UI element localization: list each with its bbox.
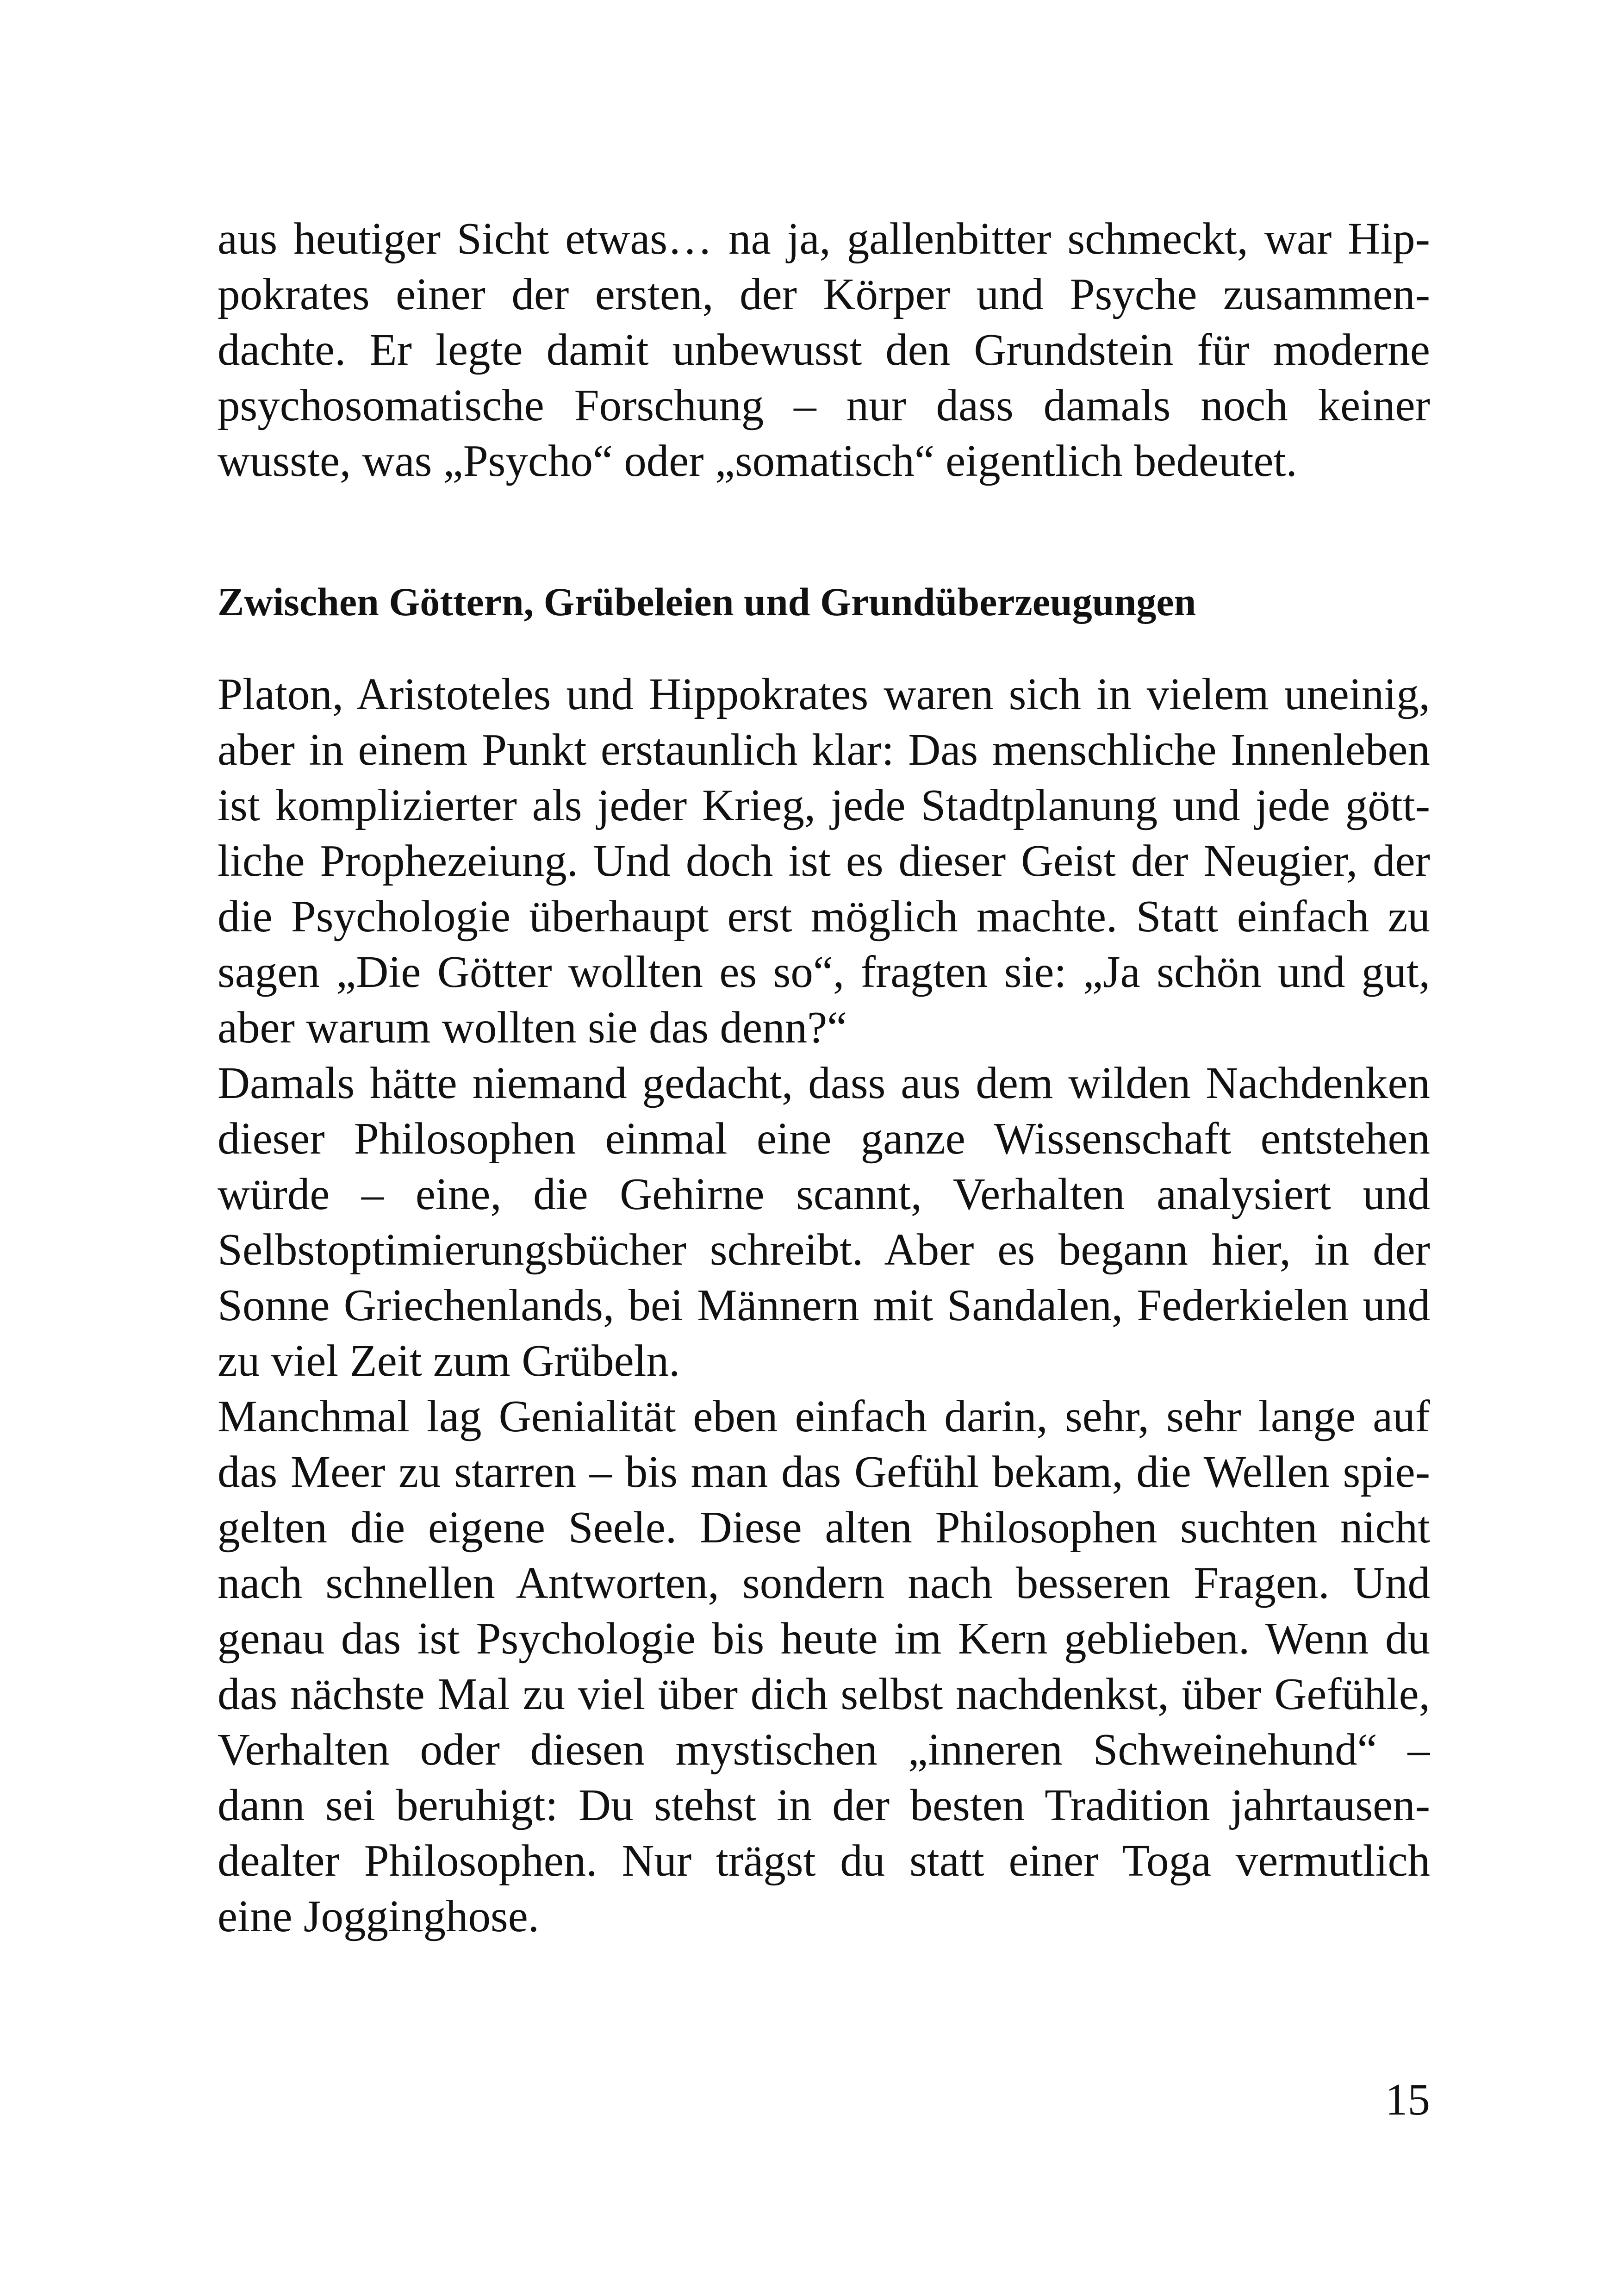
text-line: ist komplizierter als jeder Krieg, jede Stadtplanung und jede gött- (218, 780, 1430, 830)
text-line: zu viel Zeit zum Grübeln. (218, 1336, 680, 1385)
text-line: pokrates einer der ersten, der Körper und Psyche zusammen- (218, 269, 1430, 319)
text-line: Manchmal lag Genialität eben einfach darin, sehr, sehr lange auf (218, 1391, 1430, 1441)
text-line: dealter Philosophen. Nur trägst du statt einer Toga vermutlich (218, 1836, 1430, 1885)
text-line: Sonne Griechenlands, bei Männern mit Sandalen, Federkielen und (218, 1280, 1430, 1330)
text-line: nach schnellen Antworten, sondern nach besseren Fragen. Und (218, 1558, 1430, 1608)
page-number: 15 (1385, 2075, 1430, 2124)
text-line: wusste, was „Psycho“ oder „somatisch“ eigentlich bedeutet. (218, 436, 1297, 486)
text-line: das Meer zu starren – bis man das Gefühl bekam, die Wellen spie- (218, 1447, 1430, 1497)
text-line: würde – eine, die Gehirne scannt, Verhalten analysiert und (218, 1169, 1430, 1219)
text-line: aber in einem Punkt erstaunlich klar: Das menschliche Innenleben (218, 725, 1430, 774)
text-line: aus heutiger Sicht etwas… na ja, gallenbitter schmeckt, war Hip- (218, 214, 1430, 263)
text-line: das nächste Mal zu viel über dich selbst nachdenkst, über Gefühle, (218, 1669, 1430, 1719)
body-paragraphs (218, 667, 1430, 1944)
text-line: liche Prophezeiung. Und doch ist es dieser Geist der Neugier, der (218, 836, 1430, 886)
text-line: Damals hätte niemand gedacht, dass aus dem wilden Nachdenken (218, 1058, 1430, 1108)
text-line: sagen „Die Götter wollten es so“, fragten sie: „Ja schön und gut, (218, 947, 1430, 997)
text-line: dachte. Er legte damit unbewusst den Grundstein für moderne (218, 325, 1430, 374)
text-line: psychosomatische Forschung – nur dass damals noch keiner (218, 381, 1430, 430)
intro-paragraph (218, 211, 1430, 489)
text-line: dann sei beruhigt: Du stehst in der besten Tradition jahrtausen- (218, 1780, 1430, 1830)
text-line: Verhalten oder diesen mystischen „inneren Schweinehund“ – (218, 1725, 1430, 1774)
text-line: dieser Philosophen einmal eine ganze Wissenschaft entstehen (218, 1114, 1430, 1163)
text-line: eine Jogginghose. (218, 1891, 540, 1941)
section-heading: Zwischen Göttern, Grübeleien und Grundüberzeugungen (218, 580, 1196, 624)
text-line: aber warum wollten sie das denn?“ (218, 1003, 847, 1052)
text-line: Platon, Aristoteles und Hippokrates waren sich in vielem uneinig, (218, 669, 1430, 719)
text-line: genau das ist Psychologie bis heute im Kern geblieben. Wenn du (218, 1614, 1430, 1663)
text-line: gelten die eigene Seele. Diese alten Philosophen suchten nicht (218, 1503, 1430, 1552)
text-line: die Psychologie überhaupt erst möglich machte. Statt einfach zu (218, 892, 1430, 941)
text-line: Selbstoptimierungsbücher schreibt. Aber es begann hier, in der (218, 1225, 1430, 1274)
